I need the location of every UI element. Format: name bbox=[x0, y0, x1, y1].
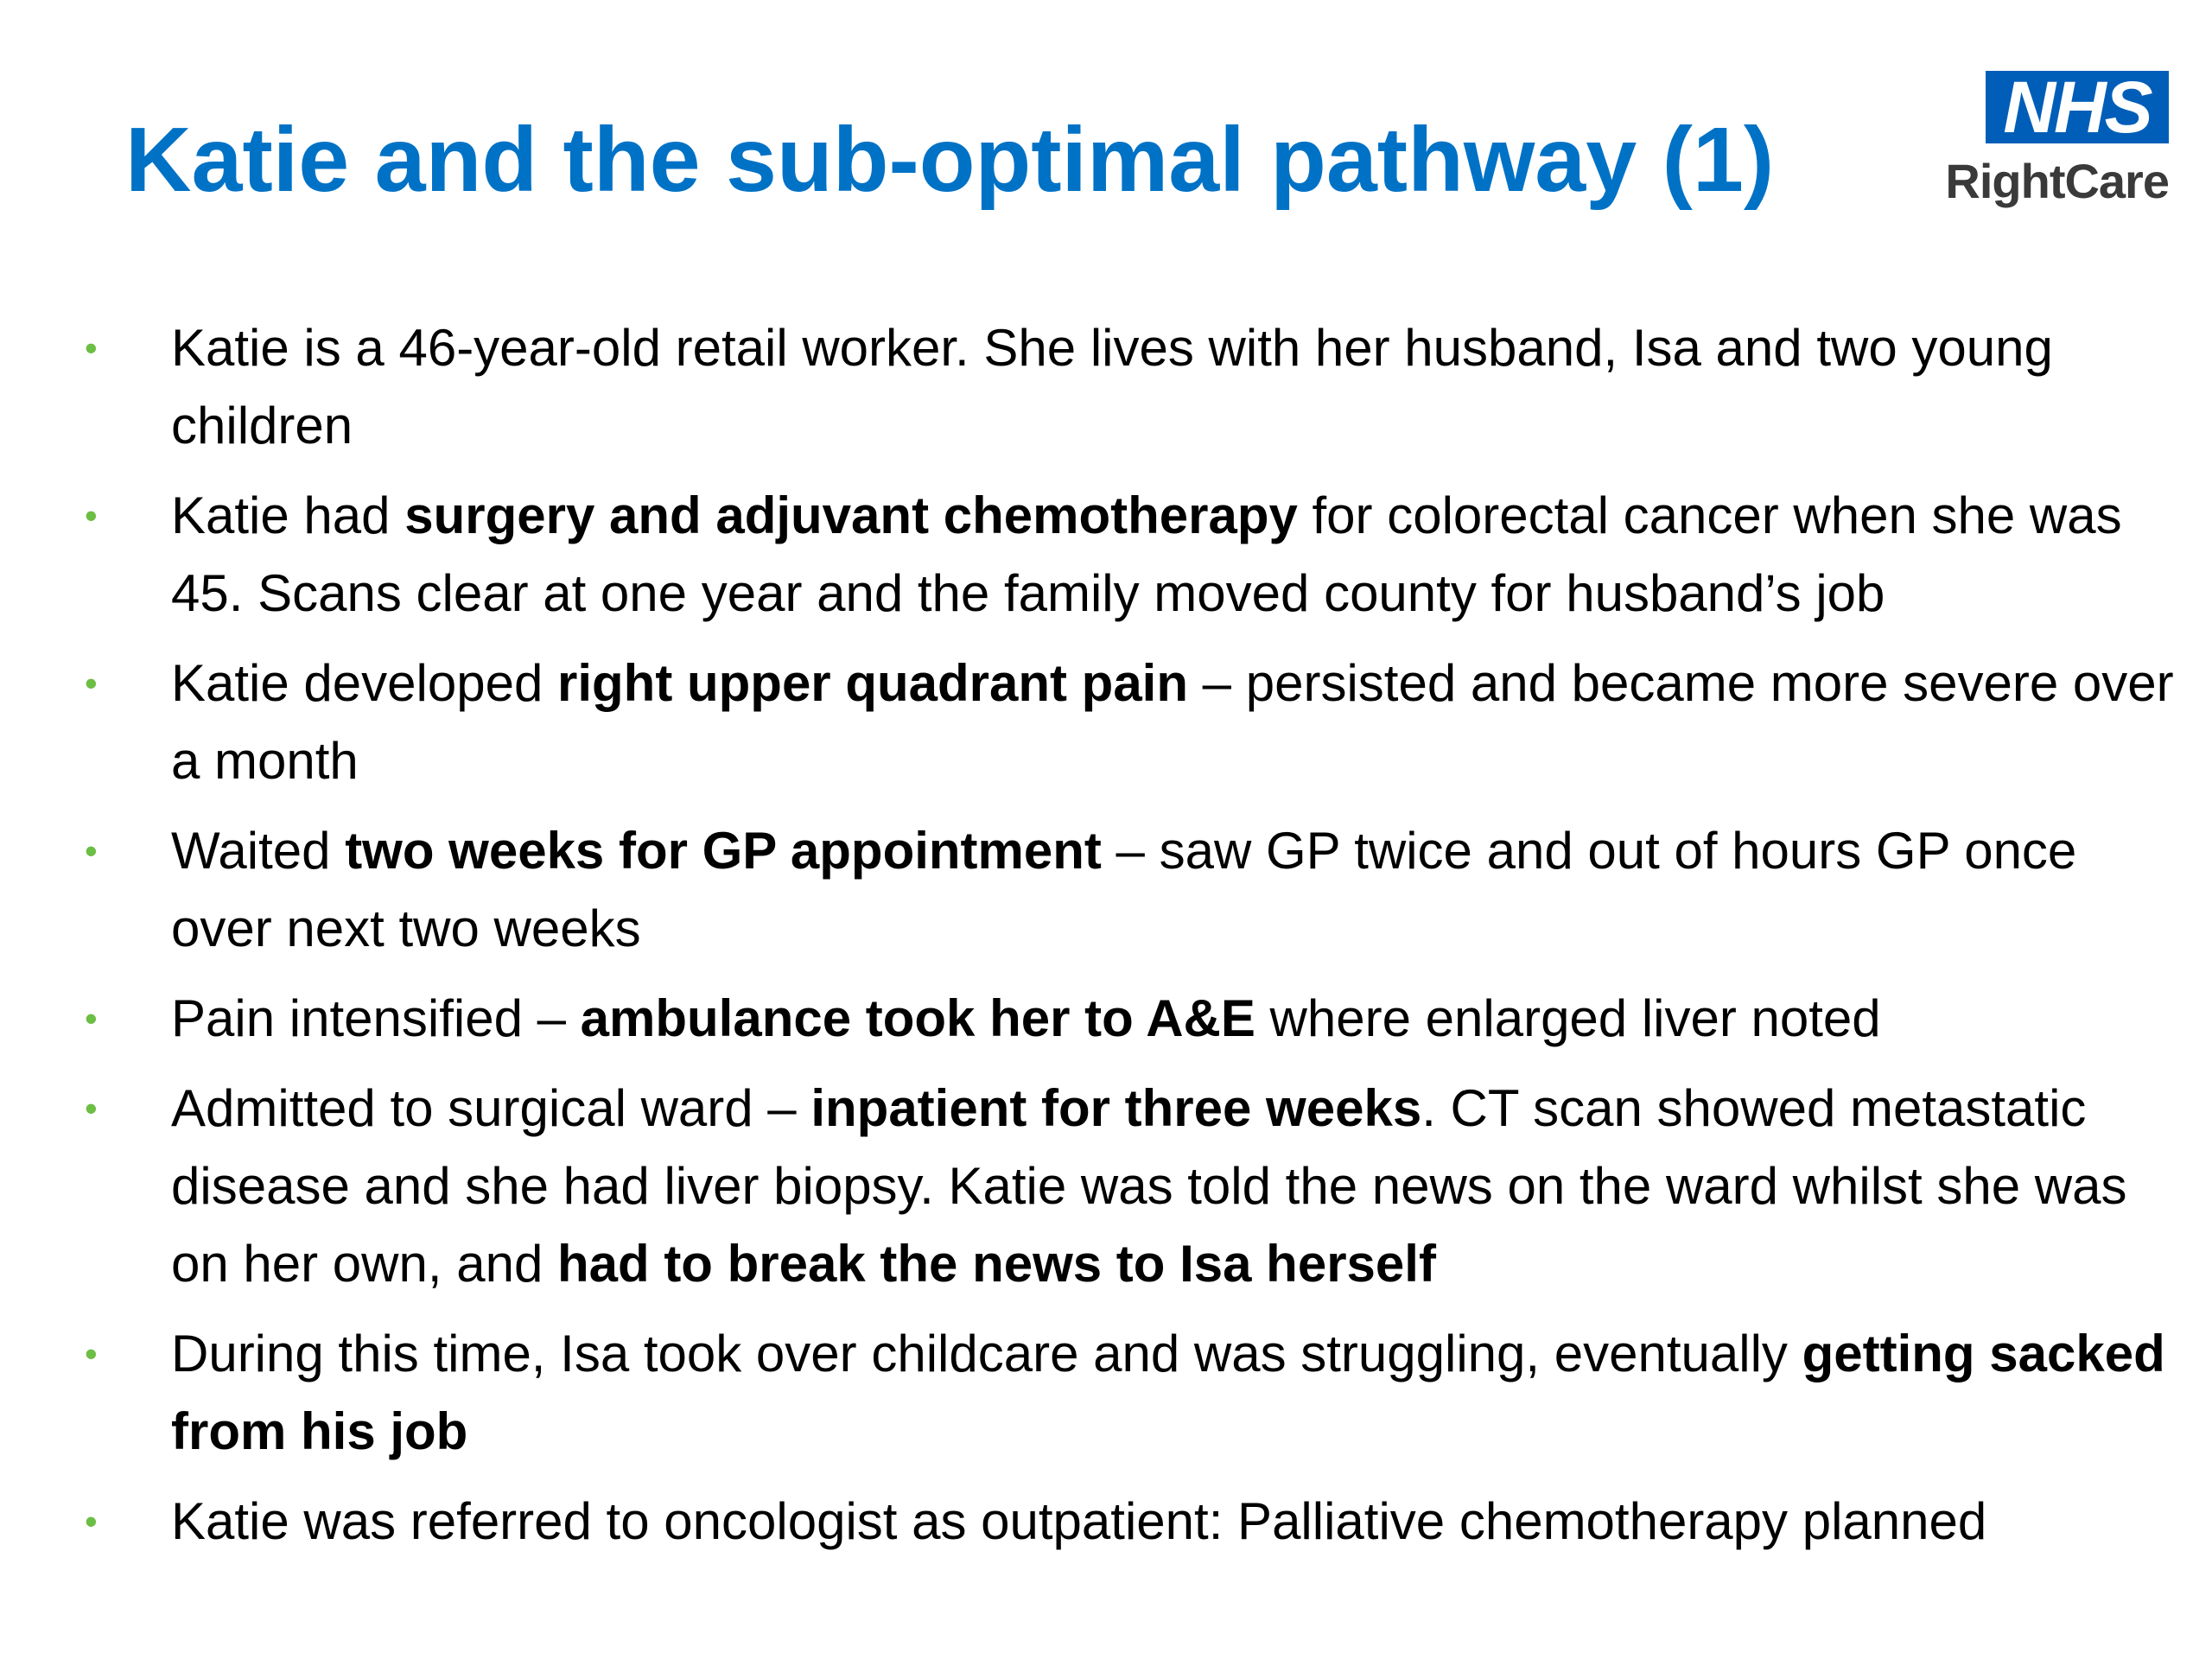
bullet-emphasis: ambulance took her to A&E bbox=[580, 989, 1255, 1047]
bullet-marker: • bbox=[85, 830, 98, 871]
bullet-marker: • bbox=[85, 1501, 98, 1541]
bullet-item-6 bbox=[85, 1070, 2176, 1303]
bullet-text: Katie had bbox=[171, 486, 405, 544]
rightcare-wordmark: RightCare bbox=[1945, 154, 2169, 208]
bullet-emphasis: inpatient for three weeks bbox=[810, 1079, 1422, 1137]
bullet-text: for colorectal cancer when she was 45. Scans clear at one year and the family moved county for husband’s job bbox=[171, 486, 2122, 622]
bullet-text: Pain intensified – bbox=[171, 989, 581, 1047]
bullet-emphasis: getting sacked from his job bbox=[171, 1325, 2165, 1460]
bullet-text: Katie was referred to oncologist as outpatient: Palliative chemotherapy planned bbox=[171, 1492, 1987, 1550]
bullet-emphasis: right upper quadrant pain bbox=[557, 654, 1189, 712]
nhs-logo-box: NHS bbox=[1986, 71, 2169, 143]
bullet-text: During this time, Isa took over childcare and was struggling, eventually bbox=[171, 1325, 1802, 1382]
bullet-item-8 bbox=[85, 1483, 2176, 1560]
bullet-text: Waited bbox=[171, 822, 346, 880]
bullet-text: Katie developed bbox=[171, 654, 558, 712]
bullet-item-1 bbox=[85, 309, 2176, 465]
bullet-item-5 bbox=[85, 980, 2176, 1058]
bullet-marker: • bbox=[85, 1088, 98, 1128]
bullet-emphasis: had to break the news to Isa herself bbox=[556, 1235, 1436, 1293]
bullet-marker: • bbox=[85, 998, 98, 1039]
bullet-text: where enlarged liver noted bbox=[1255, 989, 1881, 1047]
bullet-item-4 bbox=[85, 812, 2176, 968]
bullet-item-2 bbox=[85, 477, 2176, 632]
bullet-text: – persisted and became more severe over a month bbox=[171, 654, 2174, 790]
nhs-rightcare-logo bbox=[1920, 67, 2169, 209]
bullet-item-3 bbox=[85, 645, 2176, 800]
bullet-emphasis: surgery and adjuvant chemotherapy bbox=[404, 486, 1298, 544]
bullet-marker: • bbox=[85, 495, 98, 536]
bullet-marker: • bbox=[85, 1333, 98, 1374]
bullet-marker: • bbox=[85, 327, 98, 368]
bullet-text: Katie is a 46-year-old retail worker. She lives with her husband, Isa and two young children bbox=[171, 319, 2053, 454]
bullet-marker: • bbox=[85, 663, 98, 703]
bullet-text: – saw GP twice and out of hours GP once over next two weeks bbox=[171, 822, 2077, 957]
bullet-text: Admitted to surgical ward – bbox=[171, 1079, 811, 1137]
bullet-list bbox=[85, 309, 2176, 1573]
bullet-emphasis: two weeks for GP appointment bbox=[345, 822, 1102, 880]
slide-title: Katie and the sub-optimal pathway (1) bbox=[125, 109, 1775, 211]
bullet-item-7 bbox=[85, 1315, 2176, 1471]
bullet-text: . CT scan showed metastatic disease and she had liver biopsy. Katie was told the news on the ward whilst she was on her own, and bbox=[171, 1079, 2127, 1293]
